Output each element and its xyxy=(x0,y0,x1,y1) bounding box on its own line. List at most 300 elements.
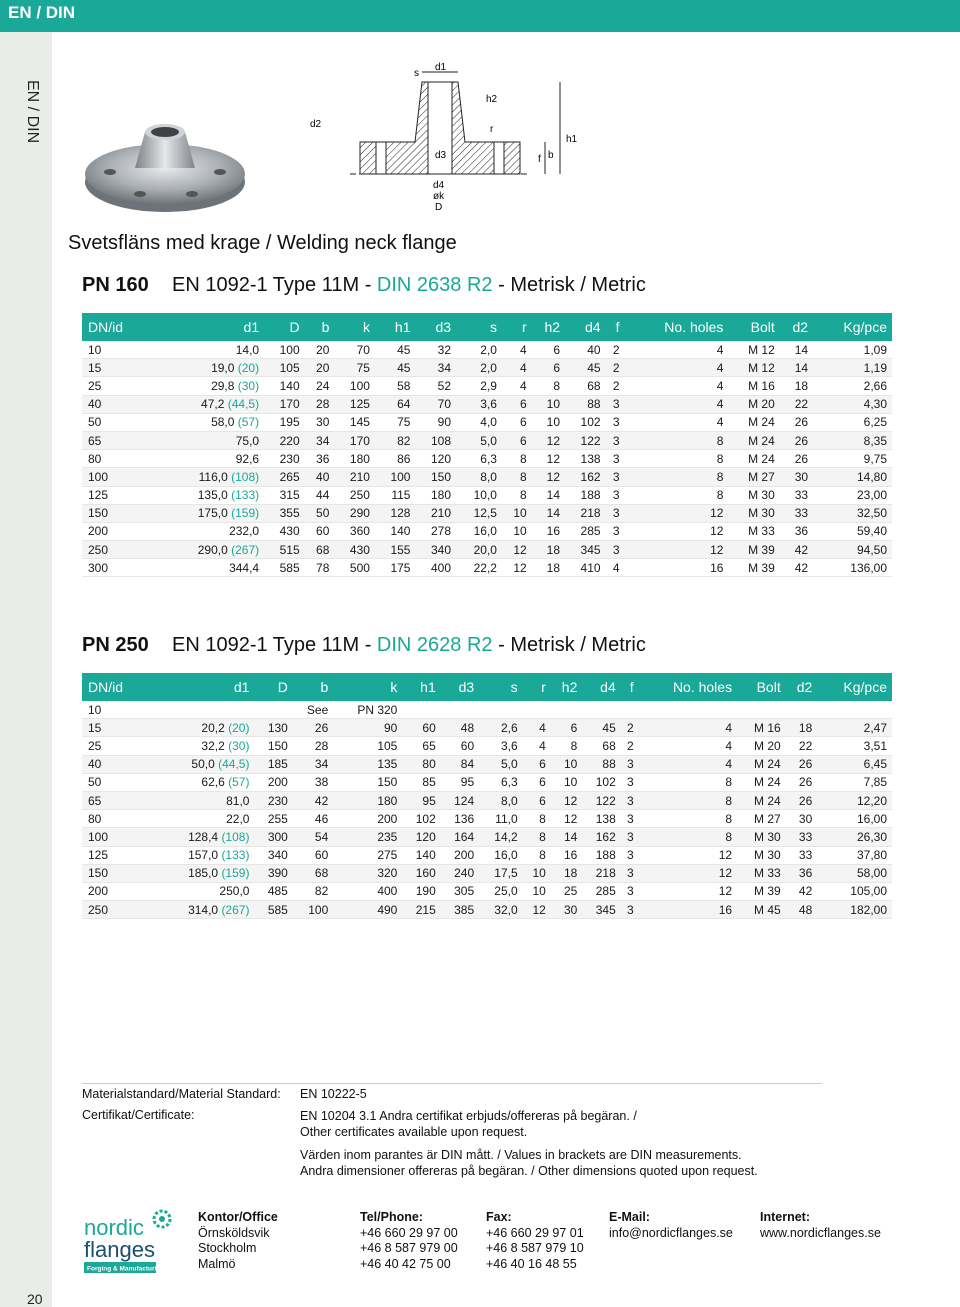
cell-s: 20,0 xyxy=(456,541,502,559)
cell-d4: 218 xyxy=(565,504,606,522)
cell-r: 12 xyxy=(523,901,551,919)
cell-d: 105 xyxy=(264,359,305,377)
cell-f: 3 xyxy=(621,828,639,846)
drawing-label-f: f xyxy=(538,154,541,165)
cell-k: 125 xyxy=(334,395,375,413)
d1-value: 50,0 xyxy=(191,757,215,772)
cell-f: 2 xyxy=(606,341,625,359)
cell-d: 130 xyxy=(254,719,292,737)
pn250-std-din: DIN 2628 R2 xyxy=(376,634,493,656)
cell-d2: 14 xyxy=(780,341,813,359)
cell-no-holes: 8 xyxy=(625,450,729,468)
footer-phone-line[interactable]: +46 40 42 75 00 xyxy=(360,1256,451,1271)
cell-see: See xyxy=(293,701,333,719)
table-row xyxy=(82,846,892,864)
cell-d3: 90 xyxy=(415,413,456,431)
cell-h2: 14 xyxy=(532,486,565,504)
material-standard-label: Materialstandard/Material Standard: xyxy=(82,1087,281,1101)
cell-s: 8,0 xyxy=(479,791,523,809)
cell-bolt: M 12 xyxy=(728,341,779,359)
page-title: Svetsfläns med krage / Welding neck flange xyxy=(68,232,457,254)
cell-dn: 65 xyxy=(82,791,153,809)
cell-d3: 340 xyxy=(415,541,456,559)
cell-b: 20 xyxy=(305,359,335,377)
company-logo xyxy=(82,1205,182,1280)
cell-dn: 10 xyxy=(82,701,153,719)
drawing-label-d1: d1 xyxy=(435,62,447,73)
d1-value: 344,4 xyxy=(229,560,260,575)
cell-kg-pce: 2,66 xyxy=(813,377,892,395)
notes-block xyxy=(300,1147,758,1179)
cell-h1: 140 xyxy=(375,522,416,540)
cell-no-holes: 8 xyxy=(639,828,737,846)
cell-b: 54 xyxy=(293,828,333,846)
cell-f: 3 xyxy=(621,864,639,882)
cell-d: 585 xyxy=(254,901,292,919)
footer-fax-title: Fax: xyxy=(486,1210,512,1224)
cell-s: 10,0 xyxy=(456,486,502,504)
cell-k: 135 xyxy=(333,755,402,773)
cell-d1 xyxy=(157,450,265,468)
col-header-r: r xyxy=(502,313,532,341)
cell-d3: 200 xyxy=(441,846,479,864)
cell-h1: 75 xyxy=(375,413,416,431)
pn250-label: PN 250 xyxy=(82,634,149,656)
cell-d: 230 xyxy=(254,791,292,809)
cell-b: 50 xyxy=(305,504,335,522)
cell-kg-pce: 26,30 xyxy=(817,828,892,846)
cell-dn: 15 xyxy=(82,719,153,737)
footer-email-link[interactable]: info@nordicflanges.se xyxy=(609,1225,733,1240)
drawing-label-D: D xyxy=(435,202,443,212)
cell-d1 xyxy=(153,737,255,755)
cell-b: 78 xyxy=(305,559,335,577)
cell-h1: 86 xyxy=(375,450,416,468)
drawing-label-h1: h1 xyxy=(566,134,578,145)
d1-value: 92,6 xyxy=(235,451,260,466)
cell-no-holes: 16 xyxy=(625,559,729,577)
cell-h2: 6 xyxy=(532,341,565,359)
cell-no-holes: 12 xyxy=(625,522,729,540)
certificate-line-2: Other certificates available upon request. xyxy=(300,1125,528,1139)
cell-k: 70 xyxy=(334,341,375,359)
cell-dn: 125 xyxy=(82,486,157,504)
cell-bolt: M 24 xyxy=(728,431,779,449)
cell-r: 12 xyxy=(502,559,532,577)
cell-f: 3 xyxy=(606,468,625,486)
cell-s: 5,0 xyxy=(479,755,523,773)
logo-tagline: Forging & Manufacturing xyxy=(87,1265,165,1273)
table-row xyxy=(82,413,892,431)
certificate-line-1: EN 10204 3.1 Andra certifikat erbjuds/offereras på begäran. / xyxy=(300,1109,637,1123)
cell-dn: 150 xyxy=(82,864,153,882)
cell-h2 xyxy=(551,701,583,719)
cell-f: 3 xyxy=(621,773,639,791)
cell-d3: 305 xyxy=(441,882,479,900)
cell-k: 290 xyxy=(334,504,375,522)
cell-d3: 164 xyxy=(441,828,479,846)
col-header-k: k xyxy=(333,673,402,701)
cell-d3: 108 xyxy=(415,431,456,449)
cell-kg-pce: 136,00 xyxy=(813,559,892,577)
cell-k: 180 xyxy=(334,450,375,468)
cell-d1 xyxy=(157,468,265,486)
cell-b: 38 xyxy=(293,773,333,791)
cell-d1 xyxy=(157,377,265,395)
cell-b: 34 xyxy=(293,755,333,773)
cell-b: 68 xyxy=(305,541,335,559)
col-header-h1: h1 xyxy=(402,673,440,701)
cell-no-holes: 4 xyxy=(639,737,737,755)
cell-d3: 150 xyxy=(415,468,456,486)
din-bracket-value: (133) xyxy=(221,848,250,863)
cell-s: 3,6 xyxy=(456,395,502,413)
cell-h1: 175 xyxy=(375,559,416,577)
din-bracket-value: (267) xyxy=(231,542,260,557)
footer-internet xyxy=(760,1210,881,1241)
din-bracket-value: (30) xyxy=(237,378,260,393)
d1-value: 62,6 xyxy=(201,775,225,790)
cell-f: 3 xyxy=(606,413,625,431)
cell-b: 42 xyxy=(293,791,333,809)
cell-d xyxy=(254,701,292,719)
cell-d2: 26 xyxy=(786,755,818,773)
cell-d2: 42 xyxy=(780,541,813,559)
pn250-table xyxy=(82,673,892,919)
col-header-h1: h1 xyxy=(375,313,416,341)
side-label: EN / DIN xyxy=(24,80,41,144)
cell-f: 2 xyxy=(621,719,639,737)
cell-bolt: M 27 xyxy=(728,468,779,486)
cell-s: 8,0 xyxy=(456,468,502,486)
cell-bolt: M 33 xyxy=(728,522,779,540)
cell-kg-pce: 59,40 xyxy=(813,522,892,540)
cell-r: 8 xyxy=(523,828,551,846)
d1-value: 290,0 xyxy=(197,542,228,557)
cell-d1 xyxy=(153,810,255,828)
page-number: 20 xyxy=(27,1291,43,1307)
cell-d: 140 xyxy=(264,377,305,395)
cell-d2: 18 xyxy=(786,719,818,737)
cell-d1 xyxy=(153,791,255,809)
cell-f: 3 xyxy=(606,541,625,559)
table-row xyxy=(82,504,892,522)
d1-value: 250,0 xyxy=(219,884,250,899)
cell-k: 105 xyxy=(333,737,402,755)
col-header-bolt: Bolt xyxy=(737,673,786,701)
pn160-table xyxy=(82,313,892,577)
col-header-h2: h2 xyxy=(532,313,565,341)
col-header-k: k xyxy=(334,313,375,341)
footer-fax-line: +46 8 587 979 10 xyxy=(486,1241,584,1255)
cell-k: 360 xyxy=(334,522,375,540)
footer-phone-line[interactable]: +46 660 29 97 00 xyxy=(360,1225,458,1240)
cell-bolt: M 24 xyxy=(728,450,779,468)
col-header-f: f xyxy=(606,313,625,341)
cell-h1: 65 xyxy=(402,737,440,755)
cell-h1 xyxy=(402,701,440,719)
cell-d: 300 xyxy=(254,828,292,846)
cell-d: 355 xyxy=(264,504,305,522)
cell-kg-pce: 182,00 xyxy=(817,901,892,919)
side-label-box xyxy=(13,80,41,170)
cell-h2: 8 xyxy=(532,377,565,395)
cell-f: 3 xyxy=(621,901,639,919)
cell-kg-pce: 6,25 xyxy=(813,413,892,431)
cell-d4: 162 xyxy=(565,468,606,486)
din-bracket-value: (159) xyxy=(231,506,260,521)
din-bracket-value: (20) xyxy=(237,360,260,375)
cell-r: 4 xyxy=(502,341,532,359)
material-standard-value: EN 10222-5 xyxy=(300,1087,367,1101)
cell-h2: 18 xyxy=(551,864,583,882)
cell-s: 12,5 xyxy=(456,504,502,522)
footer-office xyxy=(198,1210,278,1272)
table-row xyxy=(82,882,892,900)
cell-d: 200 xyxy=(254,773,292,791)
cell-kg-pce: 23,00 xyxy=(813,486,892,504)
cell-k: 170 xyxy=(334,431,375,449)
cell-dn: 200 xyxy=(82,882,153,900)
d1-value: 47,2 xyxy=(201,397,225,412)
cell-d2: 22 xyxy=(780,395,813,413)
cell-f: 3 xyxy=(606,395,625,413)
cell-d2: 48 xyxy=(786,901,818,919)
cell-f: 3 xyxy=(621,882,639,900)
cell-d: 220 xyxy=(264,431,305,449)
cell-d: 585 xyxy=(264,559,305,577)
footer-email xyxy=(609,1210,733,1241)
table-row xyxy=(82,431,892,449)
footer-phone-line[interactable]: +46 8 587 979 00 xyxy=(360,1241,458,1255)
pn250-header-row xyxy=(82,673,892,701)
cell-d4: 188 xyxy=(565,486,606,504)
cell-d4 xyxy=(582,701,620,719)
cell-h2: 10 xyxy=(551,773,583,791)
cell-s: 11,0 xyxy=(479,810,523,828)
cell-b: 26 xyxy=(293,719,333,737)
cell-f: 3 xyxy=(621,755,639,773)
cell-no-holes: 8 xyxy=(639,773,737,791)
pn160-label: PN 160 xyxy=(82,274,149,296)
cell-r: 10 xyxy=(502,504,532,522)
col-header-d1: d1 xyxy=(157,313,265,341)
cell-d4: 138 xyxy=(565,450,606,468)
header-tab xyxy=(0,0,960,32)
cell-dn: 100 xyxy=(82,468,157,486)
cell-h2: 16 xyxy=(532,522,565,540)
cell-d: 150 xyxy=(254,737,292,755)
cell-h2: 16 xyxy=(551,846,583,864)
pn250-heading xyxy=(82,634,646,657)
cell-d3: 48 xyxy=(441,719,479,737)
cell-d: 315 xyxy=(264,486,305,504)
cell-d3: 84 xyxy=(441,755,479,773)
cell-f: 2 xyxy=(606,377,625,395)
cell-h2: 25 xyxy=(551,882,583,900)
din-bracket-value: (44,5) xyxy=(218,757,250,772)
cell-bolt: M 39 xyxy=(737,882,786,900)
cell-bolt: M 24 xyxy=(737,755,786,773)
cell-no-holes: 4 xyxy=(625,395,729,413)
d1-value: 175,0 xyxy=(197,506,228,521)
cell-dn: 50 xyxy=(82,773,153,791)
col-header-kg-pce: Kg/pce xyxy=(813,313,892,341)
table-row xyxy=(82,810,892,828)
logo-word-1: nordic xyxy=(84,1215,144,1240)
cell-f: 3 xyxy=(606,431,625,449)
cell-b: 82 xyxy=(293,882,333,900)
col-header-d4: d4 xyxy=(565,313,606,341)
cell-k: 180 xyxy=(333,791,402,809)
cell-k: 200 xyxy=(333,810,402,828)
col-header-f: f xyxy=(621,673,639,701)
cell-d4: 138 xyxy=(582,810,620,828)
cell-d1 xyxy=(157,395,265,413)
cell-h2: 10 xyxy=(532,413,565,431)
cell-r: 4 xyxy=(523,737,551,755)
cell-k: 275 xyxy=(333,846,402,864)
pn250-std-suffix: - Metrisk / Metric xyxy=(492,634,646,656)
cell-no-holes: 4 xyxy=(639,755,737,773)
cell-d1 xyxy=(153,755,255,773)
cell-h2: 18 xyxy=(532,541,565,559)
cell-dn: 25 xyxy=(82,377,157,395)
cell-b: 60 xyxy=(305,522,335,540)
cell-d1 xyxy=(153,901,255,919)
d1-value: 116,0 xyxy=(198,469,228,484)
cell-k: 500 xyxy=(334,559,375,577)
cell-d: 340 xyxy=(254,846,292,864)
cell-k: 210 xyxy=(334,468,375,486)
footer-fax-line: +46 40 16 48 55 xyxy=(486,1256,577,1271)
cell-s: 14,2 xyxy=(479,828,523,846)
cell-s: 3,6 xyxy=(479,737,523,755)
d1-value: 29,8 xyxy=(211,378,235,393)
cell-kg-pce: 9,75 xyxy=(813,450,892,468)
table-row xyxy=(82,701,892,719)
din-bracket-value: (44,5) xyxy=(227,397,260,412)
d1-value: 232,0 xyxy=(229,524,260,539)
cell-no-holes: 12 xyxy=(625,504,729,522)
cell-h1: 64 xyxy=(375,395,416,413)
cell-kg-pce: 105,00 xyxy=(817,882,892,900)
cell-d3: 70 xyxy=(415,395,456,413)
cell-r: 10 xyxy=(523,864,551,882)
cell-d: 485 xyxy=(254,882,292,900)
cell-dn: 250 xyxy=(82,901,153,919)
d1-value: 314,0 xyxy=(188,902,219,917)
cell-d3: 136 xyxy=(441,810,479,828)
cell-r: 4 xyxy=(502,359,532,377)
d1-value: 135,0 xyxy=(197,488,228,503)
cell-kg-pce: 58,00 xyxy=(817,864,892,882)
cell-no-holes: 8 xyxy=(639,791,737,809)
cell-d3: 278 xyxy=(415,522,456,540)
cell-r: 8 xyxy=(502,468,532,486)
cell-b: 28 xyxy=(305,395,335,413)
col-header-d2: d2 xyxy=(780,313,813,341)
cell-s: 16,0 xyxy=(479,846,523,864)
cell-s: 4,0 xyxy=(456,413,502,431)
cell-h1: 80 xyxy=(402,755,440,773)
cell-d2: 36 xyxy=(780,522,813,540)
cell-k: 150 xyxy=(333,773,402,791)
cell-d4: 285 xyxy=(565,522,606,540)
col-header-d: D xyxy=(254,673,292,701)
table-row xyxy=(82,341,892,359)
cell-d4: 68 xyxy=(565,377,606,395)
cell-b: 60 xyxy=(293,846,333,864)
cell-h2: 6 xyxy=(551,719,583,737)
cell-f xyxy=(621,701,639,719)
cell-d3: 60 xyxy=(441,737,479,755)
cell-r: 4 xyxy=(523,719,551,737)
flange-drawing xyxy=(290,62,590,212)
cell-kg-pce: 14,80 xyxy=(813,468,892,486)
cell-d3: 385 xyxy=(441,901,479,919)
cell-k: 145 xyxy=(334,413,375,431)
cell-no-holes: 12 xyxy=(639,882,737,900)
cell-k: 75 xyxy=(334,359,375,377)
footer-office-line: Malmö xyxy=(198,1256,236,1271)
cell-bolt: M 24 xyxy=(737,791,786,809)
cell-d4: 345 xyxy=(582,901,620,919)
drawing-label-b: b xyxy=(548,150,554,161)
footer-phone-title: Tel/Phone: xyxy=(360,1210,423,1224)
table-row xyxy=(82,468,892,486)
cell-kg-pce: 3,51 xyxy=(817,737,892,755)
cell-d: 100 xyxy=(264,341,305,359)
cell-b: 40 xyxy=(305,468,335,486)
footer-fax xyxy=(486,1210,584,1272)
table-row xyxy=(82,377,892,395)
pn160-std-suffix: - Metrisk / Metric xyxy=(492,274,646,296)
cell-s: 5,0 xyxy=(456,431,502,449)
gear-icon xyxy=(154,1211,170,1227)
cell-bolt: M 30 xyxy=(728,486,779,504)
cell-b: 30 xyxy=(305,413,335,431)
certificate-value xyxy=(300,1108,637,1140)
cell-r: 6 xyxy=(502,431,532,449)
cell-h1: 58 xyxy=(375,377,416,395)
footer-email-title: E-Mail: xyxy=(609,1210,650,1224)
cell-b: 44 xyxy=(305,486,335,504)
col-header-s: s xyxy=(479,673,523,701)
cell-d1 xyxy=(153,864,255,882)
cell-b: 68 xyxy=(293,864,333,882)
cell-h2: 12 xyxy=(532,450,565,468)
cell-r: 8 xyxy=(523,810,551,828)
pn250-std-prefix: EN 1092-1 Type 11M - xyxy=(172,634,377,656)
d1-value: 19,0 xyxy=(211,360,235,375)
footer-website-link[interactable]: www.nordicflanges.se xyxy=(760,1225,881,1240)
table-row xyxy=(82,828,892,846)
din-bracket-value: (57) xyxy=(237,415,260,430)
cell-s: 32,0 xyxy=(479,901,523,919)
footer xyxy=(82,1205,942,1285)
cell-d: 390 xyxy=(254,864,292,882)
table-row xyxy=(82,559,892,577)
cell-d4: 122 xyxy=(582,791,620,809)
cell-h1: 128 xyxy=(375,504,416,522)
cell-h2: 10 xyxy=(532,395,565,413)
cell-r: 8 xyxy=(502,450,532,468)
col-header-d3: d3 xyxy=(415,313,456,341)
cell-bolt: M 20 xyxy=(728,395,779,413)
cell-d: 265 xyxy=(264,468,305,486)
cell-s: 17,5 xyxy=(479,864,523,882)
